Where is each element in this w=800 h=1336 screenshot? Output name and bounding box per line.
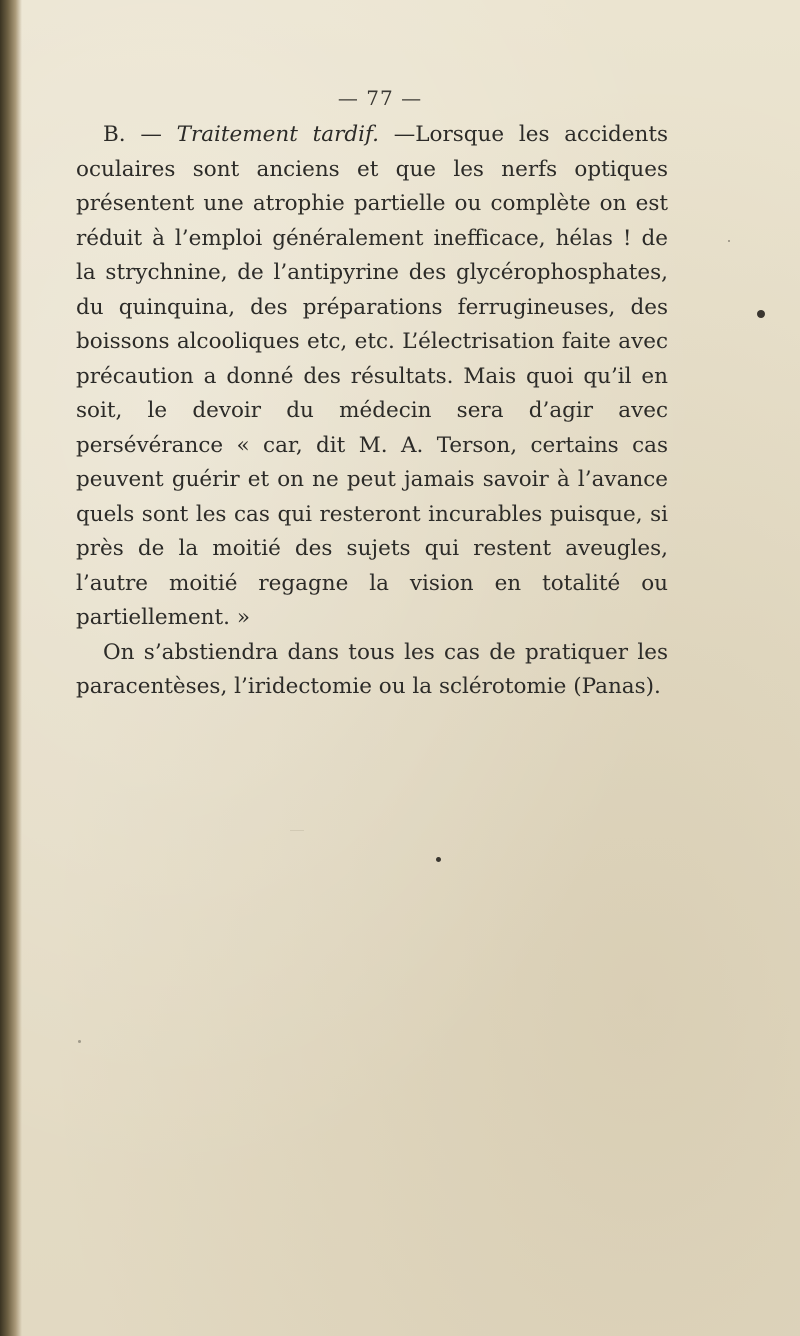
section-label: B. —: [103, 122, 162, 147]
section-body: Lorsque les accidents oculaires sont anciens et que les nerfs optiques présentent une atrophie partielle ou complète on est réduit à l’emploi généralement inefficace, hélas ! de la strychnine, de l’antipyrine des glycérophosphates, du quinquina, des préparations ferrugineuses, des boissons alcooliques etc, etc. L’électrisation faite avec précaution a donné des résultats. Mais quoi qu’il en soit, le devoir du médecin sera d’agir avec persévérance « car, dit M. A. Terson, certains cas peuvent guérir et on ne peut jamais savoir à l’avance quels sont les cas qui resteront incurables puisque, si près de la moitié des sujets qui restent aveugles, l’autre moitié regagne la vision en totalité ou partiellement. »: [76, 122, 668, 630]
body-text: [76, 118, 668, 705]
ink-speck: [78, 1040, 81, 1043]
section-heading: Traitement tardif.: [176, 122, 380, 147]
bleed-through-line: [290, 830, 304, 831]
book-spine-shadow: [0, 0, 22, 1336]
ink-speck: [728, 240, 730, 242]
paragraph-traitement-tardif: [76, 118, 668, 636]
heading-dash: —: [379, 122, 416, 147]
ink-speck: [757, 310, 765, 318]
page-number: — 77 —: [337, 86, 423, 110]
ink-speck: [436, 857, 441, 862]
paragraph-abstention: On s’abstiendra dans tous les cas de pratiquer les paracentèses, l’iridectomie ou la sclérotomie (Panas).: [76, 639, 668, 699]
